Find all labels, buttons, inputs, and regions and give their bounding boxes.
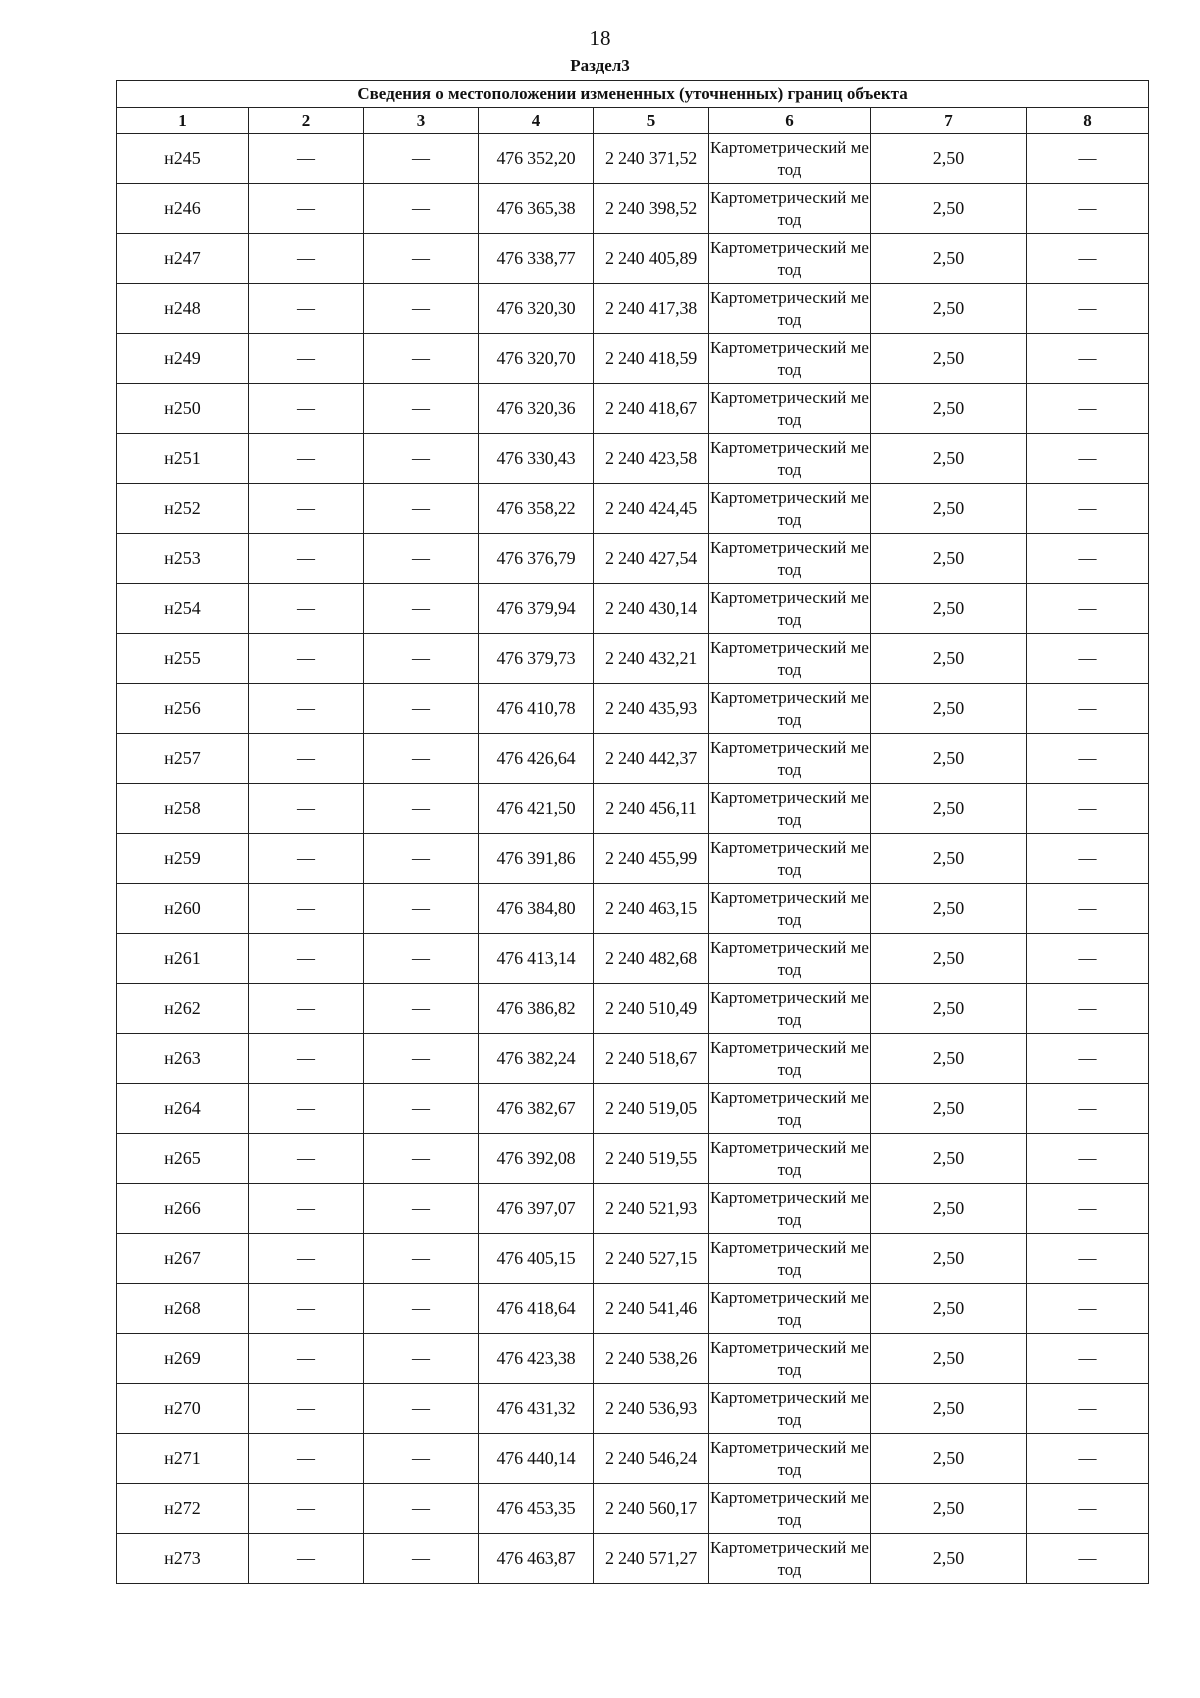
cell-method: Картометрический метод	[709, 834, 871, 884]
cell-x-coordinate: 476 352,20	[479, 134, 594, 184]
cell-method: Картометрический метод	[709, 1134, 871, 1184]
page-number: 18	[589, 26, 611, 50]
cell-y-coordinate: 2 240 546,24	[594, 1434, 709, 1484]
cell-col-2-value: —	[249, 984, 364, 1034]
cell-y-coordinate: 2 240 427,54	[594, 534, 709, 584]
table-row	[117, 1284, 1149, 1334]
cell-point-id: н246	[117, 184, 249, 234]
cell-x-coordinate: 476 423,38	[479, 1334, 594, 1384]
cell-method: Картометрический метод	[709, 234, 871, 284]
cell-point-id: н245	[117, 134, 249, 184]
cell-x-coordinate: 476 365,38	[479, 184, 594, 234]
cell-method: Картометрический метод	[709, 1534, 871, 1584]
cell-col-2-value: —	[249, 934, 364, 984]
cell-method: Картометрический метод	[709, 1034, 871, 1084]
cell-accuracy: 2,50	[871, 1284, 1027, 1334]
cell-x-coordinate: 476 392,08	[479, 1134, 594, 1184]
cell-y-coordinate: 2 240 418,67	[594, 384, 709, 434]
table-row	[117, 184, 1149, 234]
cell-x-coordinate: 476 379,73	[479, 634, 594, 684]
cell-col-3-value: —	[364, 184, 479, 234]
cell-point-id: н255	[117, 634, 249, 684]
cell-col-2-value: —	[249, 584, 364, 634]
cell-y-coordinate: 2 240 398,52	[594, 184, 709, 234]
cell-accuracy: 2,50	[871, 384, 1027, 434]
table-row	[117, 1334, 1149, 1384]
cell-accuracy: 2,50	[871, 1484, 1027, 1534]
table-row	[117, 634, 1149, 684]
cell-y-coordinate: 2 240 430,14	[594, 584, 709, 634]
cell-point-id: н263	[117, 1034, 249, 1084]
cell-method: Картометрический метод	[709, 334, 871, 384]
cell-col-2-value: —	[249, 134, 364, 184]
cell-point-id: н270	[117, 1384, 249, 1434]
cell-col-3-value: —	[364, 784, 479, 834]
cell-col-2-value: —	[249, 284, 364, 334]
cell-col-8-value: —	[1027, 1484, 1149, 1534]
cell-col-2-value: —	[249, 184, 364, 234]
cell-point-id: н268	[117, 1284, 249, 1334]
cell-y-coordinate: 2 240 423,58	[594, 434, 709, 484]
cell-method: Картометрический метод	[709, 1234, 871, 1284]
cell-col-8-value: —	[1027, 334, 1149, 384]
cell-col-8-value: —	[1027, 684, 1149, 734]
cell-method: Картометрический метод	[709, 1284, 871, 1334]
cell-point-id: н265	[117, 1134, 249, 1184]
cell-col-2-value: —	[249, 1434, 364, 1484]
cell-col-3-value: —	[364, 1284, 479, 1334]
cell-x-coordinate: 476 379,94	[479, 584, 594, 634]
cell-col-8-value: —	[1027, 1184, 1149, 1234]
column-number-row	[117, 108, 1149, 134]
table-row	[117, 784, 1149, 834]
cell-accuracy: 2,50	[871, 284, 1027, 334]
cell-col-3-value: —	[364, 1334, 479, 1384]
cell-y-coordinate: 2 240 521,93	[594, 1184, 709, 1234]
cell-x-coordinate: 476 463,87	[479, 1534, 594, 1584]
column-header-6: 6	[709, 108, 871, 134]
cell-col-2-value: —	[249, 884, 364, 934]
cell-accuracy: 2,50	[871, 1534, 1027, 1584]
cell-method: Картометрический метод	[709, 984, 871, 1034]
cell-x-coordinate: 476 421,50	[479, 784, 594, 834]
table-row	[117, 834, 1149, 884]
table-row	[117, 534, 1149, 584]
cell-point-id: н271	[117, 1434, 249, 1484]
cell-point-id: н256	[117, 684, 249, 734]
cell-col-2-value: —	[249, 534, 364, 584]
cell-method: Картометрический метод	[709, 134, 871, 184]
cell-method: Картометрический метод	[709, 434, 871, 484]
cell-method: Картометрический метод	[709, 1184, 871, 1234]
cell-accuracy: 2,50	[871, 584, 1027, 634]
cell-col-3-value: —	[364, 1134, 479, 1184]
cell-x-coordinate: 476 320,36	[479, 384, 594, 434]
cell-x-coordinate: 476 320,70	[479, 334, 594, 384]
cell-point-id: н251	[117, 434, 249, 484]
cell-method: Картометрический метод	[709, 684, 871, 734]
cell-point-id: н254	[117, 584, 249, 634]
cell-col-8-value: —	[1027, 1334, 1149, 1384]
table-row	[117, 134, 1149, 184]
cell-col-3-value: —	[364, 134, 479, 184]
cell-col-3-value: —	[364, 234, 479, 284]
cell-col-2-value: —	[249, 1284, 364, 1334]
table-row	[117, 1184, 1149, 1234]
cell-accuracy: 2,50	[871, 734, 1027, 784]
cell-x-coordinate: 476 330,43	[479, 434, 594, 484]
cell-y-coordinate: 2 240 418,59	[594, 334, 709, 384]
cell-col-3-value: —	[364, 834, 479, 884]
cell-point-id: н247	[117, 234, 249, 284]
cell-x-coordinate: 476 376,79	[479, 534, 594, 584]
cell-col-2-value: —	[249, 1334, 364, 1384]
cell-col-3-value: —	[364, 734, 479, 784]
cell-y-coordinate: 2 240 536,93	[594, 1384, 709, 1434]
cell-accuracy: 2,50	[871, 1334, 1027, 1384]
cell-accuracy: 2,50	[871, 1134, 1027, 1184]
cell-col-8-value: —	[1027, 1384, 1149, 1434]
cell-col-8-value: —	[1027, 984, 1149, 1034]
cell-point-id: н273	[117, 1534, 249, 1584]
table-row	[117, 434, 1149, 484]
table-row	[117, 1034, 1149, 1084]
table-caption: Сведения о местоположении измененных (уточненных) границ объекта	[117, 81, 1149, 108]
cell-col-8-value: —	[1027, 1434, 1149, 1484]
cell-col-2-value: —	[249, 734, 364, 784]
cell-col-8-value: —	[1027, 434, 1149, 484]
cell-method: Картометрический метод	[709, 1084, 871, 1134]
cell-col-8-value: —	[1027, 734, 1149, 784]
cell-method: Картометрический метод	[709, 1484, 871, 1534]
cell-y-coordinate: 2 240 560,17	[594, 1484, 709, 1534]
cell-method: Картометрический метод	[709, 884, 871, 934]
table-row	[117, 1384, 1149, 1434]
cell-col-8-value: —	[1027, 1534, 1149, 1584]
cell-method: Картометрический метод	[709, 734, 871, 784]
table-row	[117, 1084, 1149, 1134]
cell-point-id: н272	[117, 1484, 249, 1534]
cell-col-2-value: —	[249, 1484, 364, 1534]
cell-accuracy: 2,50	[871, 634, 1027, 684]
cell-col-3-value: —	[364, 1034, 479, 1084]
cell-y-coordinate: 2 240 538,26	[594, 1334, 709, 1384]
cell-method: Картометрический метод	[709, 934, 871, 984]
cell-accuracy: 2,50	[871, 184, 1027, 234]
cell-col-2-value: —	[249, 434, 364, 484]
table-row	[117, 234, 1149, 284]
cell-y-coordinate: 2 240 455,99	[594, 834, 709, 884]
cell-col-3-value: —	[364, 684, 479, 734]
cell-col-3-value: —	[364, 1234, 479, 1284]
cell-y-coordinate: 2 240 519,55	[594, 1134, 709, 1184]
cell-accuracy: 2,50	[871, 434, 1027, 484]
cell-point-id: н249	[117, 334, 249, 384]
cell-y-coordinate: 2 240 435,93	[594, 684, 709, 734]
cell-point-id: н250	[117, 384, 249, 434]
cell-point-id: н266	[117, 1184, 249, 1234]
cell-x-coordinate: 476 405,15	[479, 1234, 594, 1284]
cell-col-3-value: —	[364, 634, 479, 684]
cell-col-3-value: —	[364, 1534, 479, 1584]
cell-col-3-value: —	[364, 484, 479, 534]
column-header-7: 7	[871, 108, 1027, 134]
cell-col-2-value: —	[249, 334, 364, 384]
cell-col-8-value: —	[1027, 384, 1149, 434]
cell-col-2-value: —	[249, 1134, 364, 1184]
cell-accuracy: 2,50	[871, 784, 1027, 834]
cell-col-8-value: —	[1027, 484, 1149, 534]
section-title: Раздел3	[570, 56, 630, 75]
cell-method: Картометрический метод	[709, 1434, 871, 1484]
cell-col-3-value: —	[364, 584, 479, 634]
cell-y-coordinate: 2 240 518,67	[594, 1034, 709, 1084]
cell-method: Картометрический метод	[709, 1334, 871, 1384]
cell-accuracy: 2,50	[871, 984, 1027, 1034]
cell-col-8-value: —	[1027, 1034, 1149, 1084]
cell-col-2-value: —	[249, 1534, 364, 1584]
cell-method: Картометрический метод	[709, 484, 871, 534]
cell-col-8-value: —	[1027, 184, 1149, 234]
cell-col-3-value: —	[364, 1084, 479, 1134]
cell-x-coordinate: 476 397,07	[479, 1184, 594, 1234]
table-row	[117, 334, 1149, 384]
column-header-8: 8	[1027, 108, 1149, 134]
cell-y-coordinate: 2 240 432,21	[594, 634, 709, 684]
cell-accuracy: 2,50	[871, 234, 1027, 284]
cell-x-coordinate: 476 391,86	[479, 834, 594, 884]
cell-col-2-value: —	[249, 784, 364, 834]
cell-col-2-value: —	[249, 634, 364, 684]
cell-x-coordinate: 476 410,78	[479, 684, 594, 734]
cell-method: Картометрический метод	[709, 284, 871, 334]
cell-point-id: н262	[117, 984, 249, 1034]
cell-x-coordinate: 476 384,80	[479, 884, 594, 934]
cell-accuracy: 2,50	[871, 134, 1027, 184]
cell-point-id: н261	[117, 934, 249, 984]
cell-col-3-value: —	[364, 534, 479, 584]
cell-col-3-value: —	[364, 1384, 479, 1434]
cell-y-coordinate: 2 240 405,89	[594, 234, 709, 284]
cell-x-coordinate: 476 358,22	[479, 484, 594, 534]
table-row	[117, 1234, 1149, 1284]
cell-accuracy: 2,50	[871, 1384, 1027, 1434]
cell-col-8-value: —	[1027, 284, 1149, 334]
cell-col-8-value: —	[1027, 1134, 1149, 1184]
column-header-5: 5	[594, 108, 709, 134]
cell-col-3-value: —	[364, 384, 479, 434]
cell-col-3-value: —	[364, 284, 479, 334]
cell-y-coordinate: 2 240 463,15	[594, 884, 709, 934]
column-header-1: 1	[117, 108, 249, 134]
cell-col-8-value: —	[1027, 1284, 1149, 1334]
cell-col-8-value: —	[1027, 934, 1149, 984]
cell-accuracy: 2,50	[871, 934, 1027, 984]
cell-method: Картометрический метод	[709, 534, 871, 584]
cell-col-2-value: —	[249, 1034, 364, 1084]
table-row	[117, 1134, 1149, 1184]
cell-col-8-value: —	[1027, 584, 1149, 634]
cell-accuracy: 2,50	[871, 1034, 1027, 1084]
cell-col-3-value: —	[364, 434, 479, 484]
cell-col-3-value: —	[364, 884, 479, 934]
cell-method: Картометрический метод	[709, 184, 871, 234]
cell-col-2-value: —	[249, 484, 364, 534]
table-row	[117, 384, 1149, 434]
cell-accuracy: 2,50	[871, 1184, 1027, 1234]
cell-x-coordinate: 476 426,64	[479, 734, 594, 784]
cell-accuracy: 2,50	[871, 484, 1027, 534]
cell-point-id: н257	[117, 734, 249, 784]
table-row	[117, 1534, 1149, 1584]
column-header-2: 2	[249, 108, 364, 134]
cell-point-id: н252	[117, 484, 249, 534]
column-header-3: 3	[364, 108, 479, 134]
column-header-4: 4	[479, 108, 594, 134]
cell-accuracy: 2,50	[871, 334, 1027, 384]
cell-col-3-value: —	[364, 1434, 479, 1484]
cell-point-id: н248	[117, 284, 249, 334]
cell-accuracy: 2,50	[871, 534, 1027, 584]
cell-accuracy: 2,50	[871, 884, 1027, 934]
cell-accuracy: 2,50	[871, 1084, 1027, 1134]
cell-point-id: н269	[117, 1334, 249, 1384]
cell-col-2-value: —	[249, 1234, 364, 1284]
cell-x-coordinate: 476 413,14	[479, 934, 594, 984]
cell-col-8-value: —	[1027, 634, 1149, 684]
cell-accuracy: 2,50	[871, 834, 1027, 884]
cell-col-3-value: —	[364, 1184, 479, 1234]
cell-x-coordinate: 476 431,32	[479, 1384, 594, 1434]
table-row	[117, 1434, 1149, 1484]
cell-col-8-value: —	[1027, 134, 1149, 184]
cell-x-coordinate: 476 338,77	[479, 234, 594, 284]
table-row	[117, 584, 1149, 634]
cell-col-2-value: —	[249, 234, 364, 284]
cell-col-2-value: —	[249, 1184, 364, 1234]
table-body	[117, 134, 1149, 1584]
table-row	[117, 684, 1149, 734]
cell-col-2-value: —	[249, 834, 364, 884]
cell-y-coordinate: 2 240 424,45	[594, 484, 709, 534]
cell-col-3-value: —	[364, 984, 479, 1034]
cell-col-8-value: —	[1027, 534, 1149, 584]
cell-method: Картометрический метод	[709, 784, 871, 834]
cell-accuracy: 2,50	[871, 1434, 1027, 1484]
cell-col-2-value: —	[249, 1084, 364, 1134]
cell-col-2-value: —	[249, 684, 364, 734]
cell-y-coordinate: 2 240 442,37	[594, 734, 709, 784]
cell-point-id: н258	[117, 784, 249, 834]
table-row	[117, 984, 1149, 1034]
cell-x-coordinate: 476 382,67	[479, 1084, 594, 1134]
table-row	[117, 734, 1149, 784]
cell-col-3-value: —	[364, 1484, 479, 1534]
cell-x-coordinate: 476 440,14	[479, 1434, 594, 1484]
cell-y-coordinate: 2 240 541,46	[594, 1284, 709, 1334]
cell-x-coordinate: 476 453,35	[479, 1484, 594, 1534]
cell-method: Картометрический метод	[709, 584, 871, 634]
cell-y-coordinate: 2 240 519,05	[594, 1084, 709, 1134]
cell-y-coordinate: 2 240 510,49	[594, 984, 709, 1034]
cell-method: Картометрический метод	[709, 384, 871, 434]
cell-col-8-value: —	[1027, 784, 1149, 834]
cell-y-coordinate: 2 240 482,68	[594, 934, 709, 984]
cell-col-8-value: —	[1027, 234, 1149, 284]
boundary-coordinates-table	[116, 80, 1149, 1584]
cell-x-coordinate: 476 320,30	[479, 284, 594, 334]
cell-y-coordinate: 2 240 371,52	[594, 134, 709, 184]
cell-col-8-value: —	[1027, 884, 1149, 934]
cell-col-2-value: —	[249, 384, 364, 434]
cell-x-coordinate: 476 382,24	[479, 1034, 594, 1084]
table-row	[117, 484, 1149, 534]
table-row	[117, 934, 1149, 984]
cell-col-3-value: —	[364, 334, 479, 384]
cell-col-8-value: —	[1027, 1234, 1149, 1284]
cell-y-coordinate: 2 240 456,11	[594, 784, 709, 834]
cell-point-id: н259	[117, 834, 249, 884]
cell-col-2-value: —	[249, 1384, 364, 1434]
cell-method: Картометрический метод	[709, 634, 871, 684]
table-row	[117, 884, 1149, 934]
table-row	[117, 284, 1149, 334]
cell-accuracy: 2,50	[871, 1234, 1027, 1284]
cell-point-id: н253	[117, 534, 249, 584]
cell-method: Картометрический метод	[709, 1384, 871, 1434]
cell-col-8-value: —	[1027, 834, 1149, 884]
cell-x-coordinate: 476 418,64	[479, 1284, 594, 1334]
cell-col-3-value: —	[364, 934, 479, 984]
table-row	[117, 1484, 1149, 1534]
cell-y-coordinate: 2 240 417,38	[594, 284, 709, 334]
cell-y-coordinate: 2 240 527,15	[594, 1234, 709, 1284]
cell-point-id: н264	[117, 1084, 249, 1134]
cell-y-coordinate: 2 240 571,27	[594, 1534, 709, 1584]
cell-point-id: н267	[117, 1234, 249, 1284]
cell-col-8-value: —	[1027, 1084, 1149, 1134]
cell-x-coordinate: 476 386,82	[479, 984, 594, 1034]
cell-accuracy: 2,50	[871, 684, 1027, 734]
cell-point-id: н260	[117, 884, 249, 934]
